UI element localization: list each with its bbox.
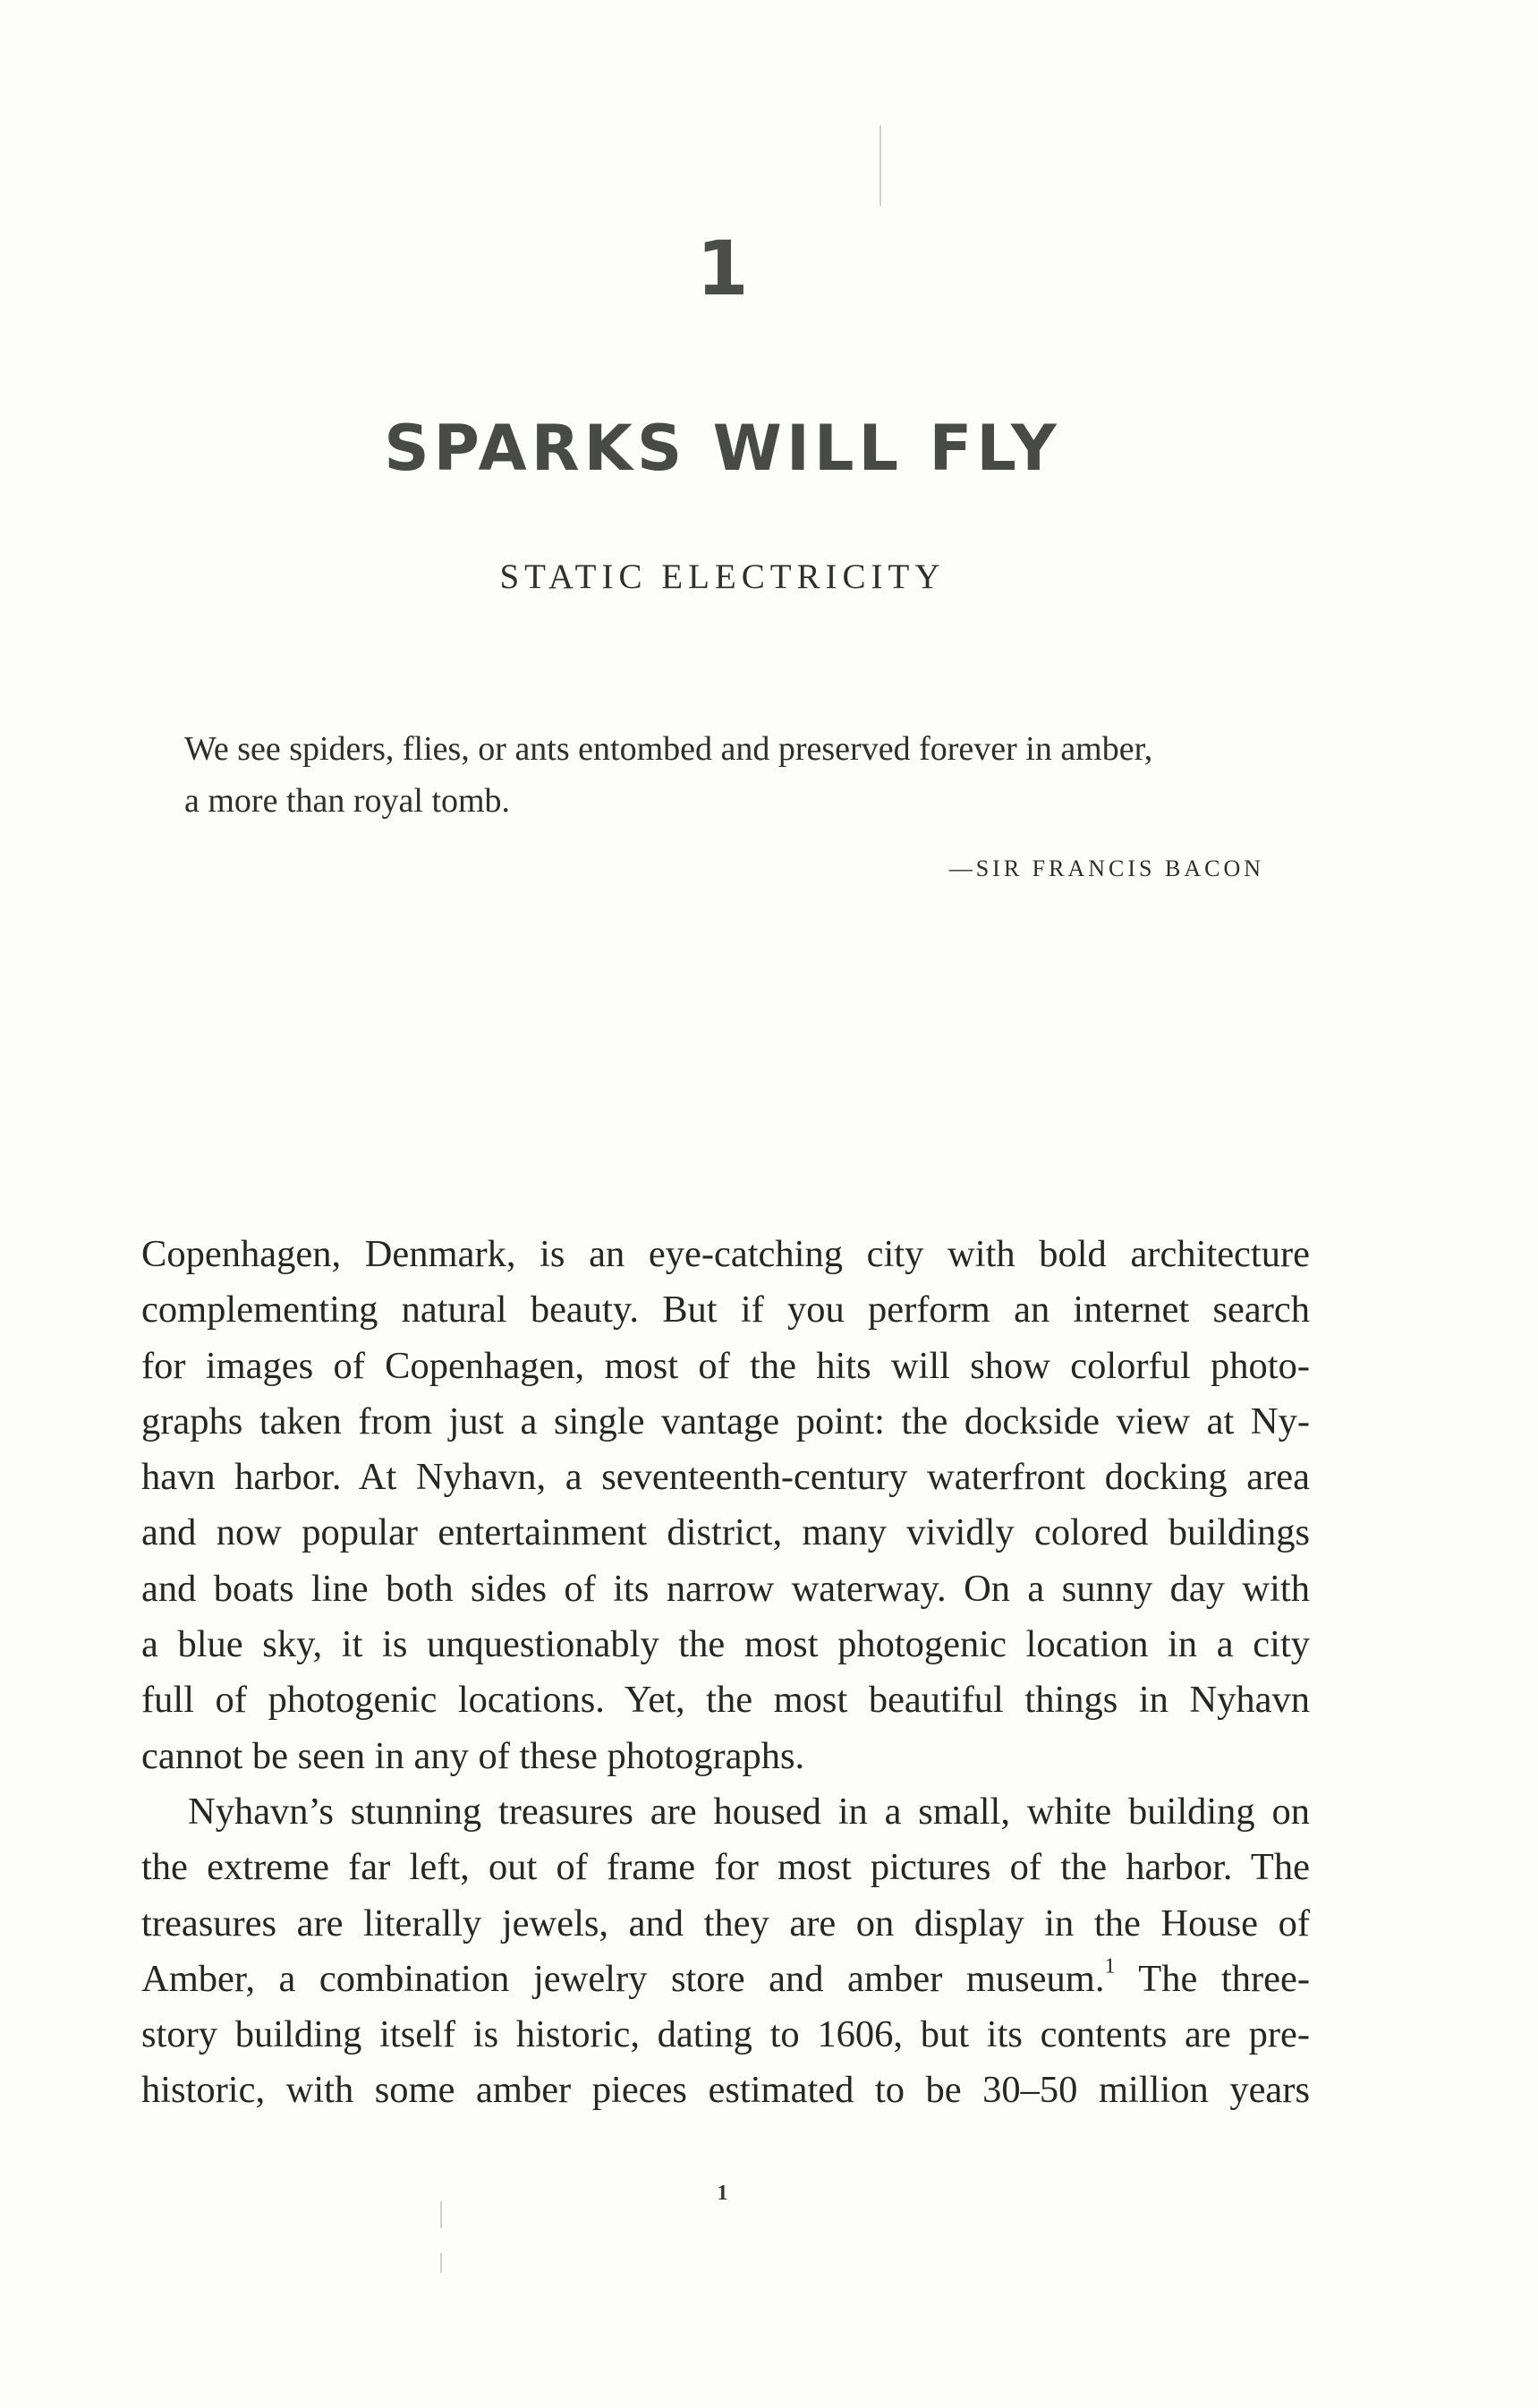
body-text (141, 1227, 1310, 2119)
scan-artifact (440, 2253, 442, 2273)
scan-artifact (440, 2201, 442, 2228)
footnote-marker[interactable]: 1 (1104, 1954, 1116, 1978)
text-line: full of photogenic locations. Yet, the most beautiful things in Nyhavn (141, 1679, 1310, 1722)
text-line: graphs taken from just a single vantage point: the dockside view at Ny- (141, 1400, 1310, 1442)
text-line: a blue sky, it is unquestionably the most photogenic location in a city (141, 1623, 1310, 1666)
text-line: historic, with some amber pieces estimated to be 30–50 million years (141, 2069, 1310, 2112)
paragraph (141, 1784, 1310, 2119)
epigraph-attribution: —SIR FRANCIS BACON (948, 855, 1264, 881)
text-line: Nyhavn’s stunning treasures are housed in a small, white building on (188, 1790, 1310, 1833)
text-line: Copenhagen, Denmark, is an eye-catching city with bold architecture (141, 1233, 1310, 1275)
chapter-subtitle: STATIC ELECTRICITY (499, 557, 946, 596)
epigraph-line: We see spiders, flies, or ants entombed and preserved forever in amber, (184, 730, 1153, 768)
epigraph-line: a more than royal tomb. (184, 782, 511, 820)
text-line: and now popular entertainment district, many vividly colored buildings (141, 1511, 1310, 1554)
text-segment: Amber, a combination jewelry store and amber museum. (141, 1957, 1105, 2000)
text-line: cannot be seen in any of these photographs. (141, 1734, 805, 1777)
scan-artifact (879, 125, 881, 206)
chapter-title: SPARKS WILL FLY (384, 412, 1061, 485)
text-line: treasures are literally jewels, and they are on display in the House of (141, 1902, 1310, 1944)
page-number: 1 (717, 2182, 728, 2205)
text-line-with-footnote (141, 1952, 1310, 2007)
text-line: the extreme far left, out of frame for most pictures of the harbor. The (141, 1846, 1310, 1889)
paragraph (141, 1227, 1310, 1784)
chapter-number: 1 (696, 225, 749, 312)
text-line: story building itself is historic, dating to 1606, but its contents are pre- (141, 2013, 1310, 2056)
text-segment: The three- (1138, 1957, 1310, 2000)
epigraph (184, 723, 1294, 827)
text-line: and boats line both sides of its narrow waterway. On a sunny day with (141, 1567, 1310, 1610)
text-line: complementing natural beauty. But if you perform an internet search (141, 1289, 1310, 1332)
text-line: for images of Copenhagen, most of the hits will show colorful photo- (141, 1344, 1310, 1387)
text-line: havn harbor. At Nyhavn, a seventeenth-century waterfront docking area (141, 1456, 1310, 1499)
